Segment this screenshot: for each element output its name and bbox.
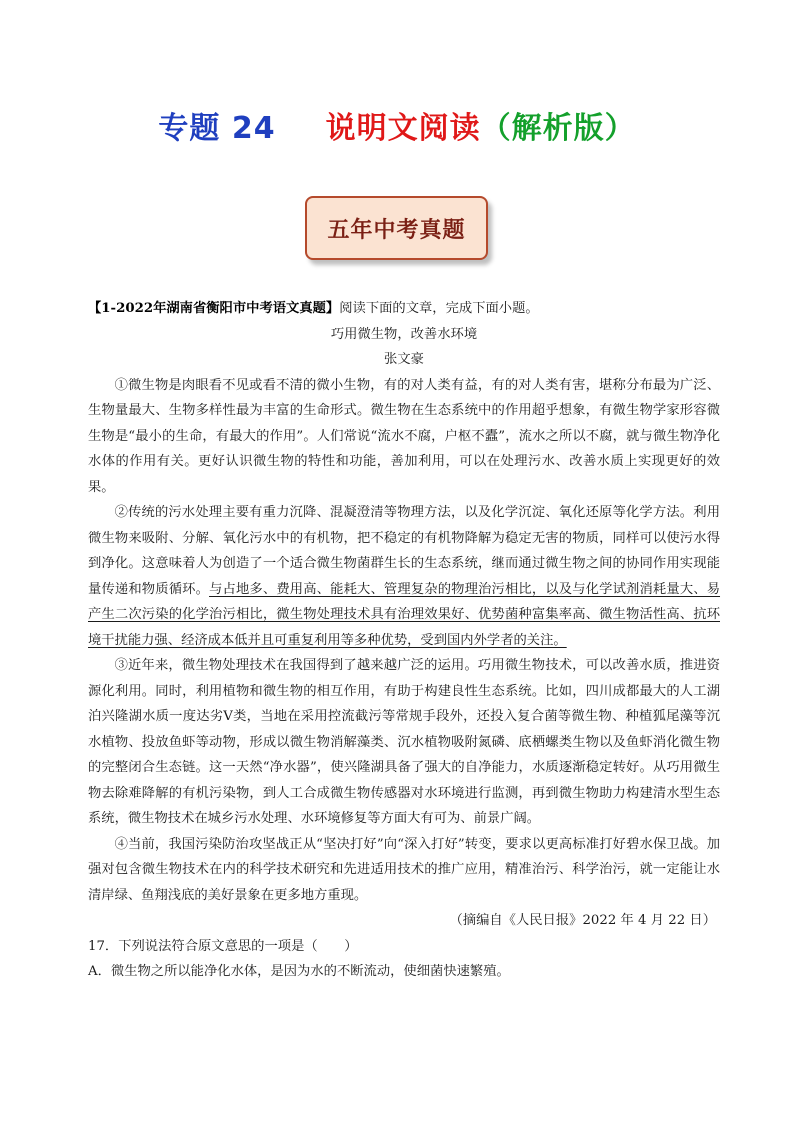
question-stem: 17．下列说法符合原文意思的一项是（ ）: [88, 938, 358, 954]
section-badge: [305, 196, 488, 260]
title-number: 专题 24: [158, 111, 276, 146]
section-badge-label: 五年中考真题: [327, 216, 466, 243]
article-title: 巧用微生物，改善水环境: [330, 326, 478, 342]
reading-content: [88, 296, 720, 985]
article-paragraph-1: ①微生物是肉眼看不见或看不清的微小生物，有的对人类有益，有的对人类有害，堪称分布最为广泛、生物量最大、生物多样性最为丰富的生命形式。微生物在生态系统中的作用超乎想象，有微生物学家形容微生物是“最小的生命，有最大的作用”。人们常说“流水不腐，户枢不蠹”，流水之所以不腐，就与微生物净化水体的作用有关。更好认识微生物的特性和功能，善加利用，可以在处理污水、改善水质上实现更好的效果。: [88, 377, 720, 495]
question-option-a: A．微生物之所以能净化水体，是因为水的不断流动，使细菌快速繁殖。: [88, 964, 510, 979]
paragraph-2-text: ②传统的污水处理主要有重力沉降、混凝澄清等物理方法，以及化学沉淀、氧化还原等化学方法。利用微生物来吸附、分解、氧化污水中的有机物，把不稳定的有机物降解为稳定无害的物质，同样可以使污水得到净化。这意味着人为创造了一个适合微生物菌群生长的生态系统，继而通过微生物之间的协同作用实现能量传递和物质循环。: [88, 505, 720, 597]
question-source: 【1-2022年湖南省衡阳市中考语文真题】: [88, 301, 340, 316]
title-parenthetical: （解析版）: [480, 111, 636, 146]
article-paragraph-3: ③近年来，微生物处理技术在我国得到了越来越广泛的运用。巧用微生物技术，可以改善水质，推进资源化利用。同时，利用植物和微生物的相互作用，有助于构建良性生态系统。比如，四川成都最大的人工湖泊兴隆湖水质一度达劣V类，当地在采用控流截污等常规手段外，还投入复合菌等微生物、种植狐尾藻等沉水植物、投放鱼虾等动物，形成以微生物消解藻类、沉水植物吸附氮磷、底栖螺类生物以及鱼虾消化微生物的完整闭合生态链。这一天然“净水器”，使兴隆湖具备了强大的自净能力，水质逐渐稳定转好。从巧用微生物去除难降解的有机污染物，到人工合成微生物传感器对水环境进行监测，再到微生物助力构建清水型生态系统，微生物技术在城乡污水处理、水环境修复等方面大有可为、前景广阔。: [88, 658, 720, 826]
page-title: [0, 103, 794, 147]
title-main: 说明文阅读: [325, 111, 481, 146]
paragraph-2-underlined-text: 与占地多、费用高、能耗大、管理复杂的物理治污相比，以及与化学试剂消耗量大、易产生二次污染的化学治污相比，微生物处理技术具有治理效果好、优势菌种富集率高、微生物活性高、抗环境干扰能力强、经济成本低并且可重复利用等多种优势，受到国内外学者的关注。: [88, 581, 721, 648]
article-citation: （摘编自《人民日报》2022 年 4 月 22 日）: [449, 913, 716, 928]
question-instruction: 阅读下面的文章，完成下面小题。: [339, 301, 539, 316]
article-paragraph-4: ④当前，我国污染防治攻坚战正从“坚决打好”向“深入打好”转变，要求以更高标准打好碧水保卫战。加强对包含微生物技术在内的科学技术研究和先进适用技术的推广应用，精准治污、科学治污，就一定能让水清岸绿、鱼翔浅底的美好景象在更多地方重现。: [88, 836, 720, 903]
article-paragraph-2: [88, 500, 720, 653]
article-author: 张文豪: [384, 352, 424, 367]
question-intro: [88, 296, 720, 322]
